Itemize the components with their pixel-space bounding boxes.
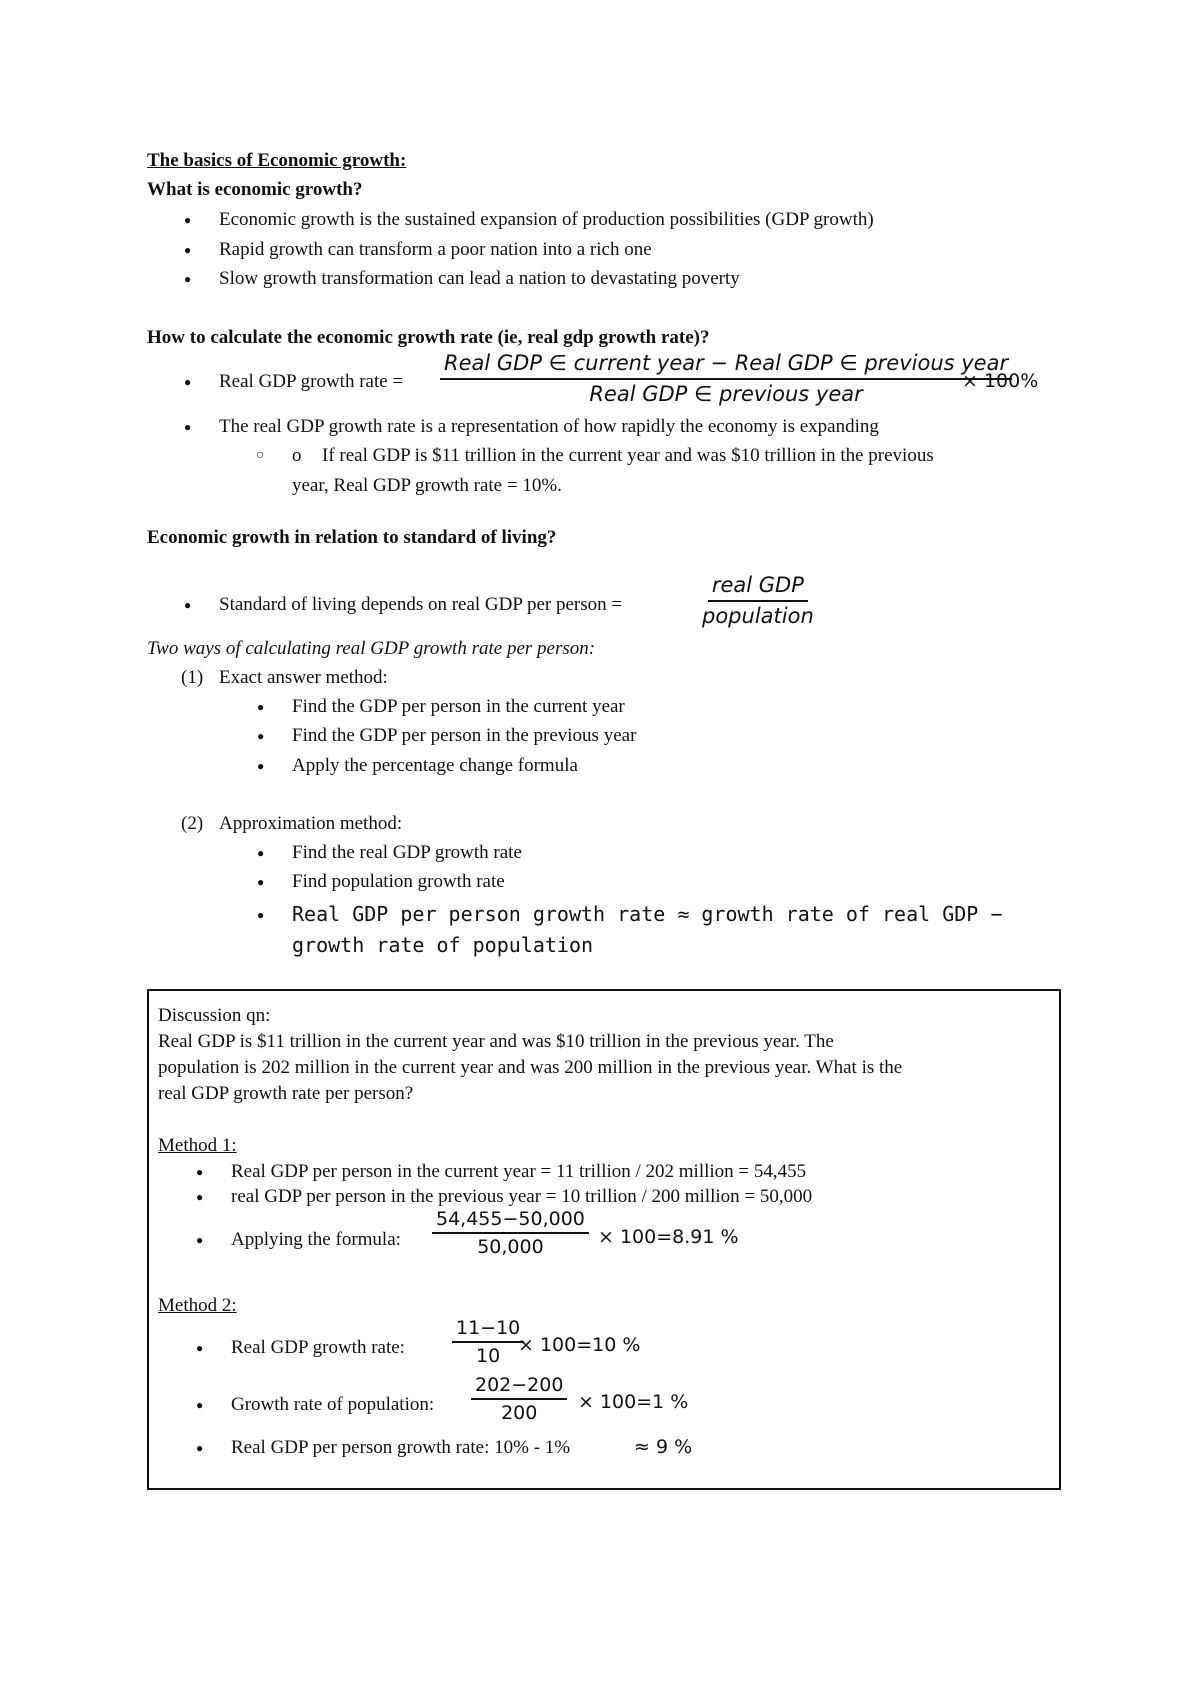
- formula-result: ≈ 9 %: [634, 1436, 693, 1458]
- circle-bullet-icon: ○: [256, 448, 265, 463]
- list-item: The real GDP growth rate is a representation of how rapidly the economy is expanding: [219, 416, 879, 437]
- formula-label: Real GDP growth rate:: [231, 1337, 405, 1358]
- bullet-icon: ●: [257, 729, 265, 743]
- list-item: Slow growth transformation can lead a nation to devastating poverty: [219, 268, 740, 289]
- fraction-denominator: Real GDP ∈ previous year: [589, 382, 863, 406]
- method-label: Approximation method:: [219, 813, 403, 834]
- approximation-line: growth rate of population: [292, 933, 594, 957]
- fraction-numerator: Real GDP ∈ current year − Real GDP ∈ previous year: [440, 350, 1012, 380]
- bullet-icon: ●: [196, 1190, 204, 1204]
- bullet-icon: ●: [184, 272, 192, 286]
- formula-label: Real GDP growth rate =: [219, 371, 404, 392]
- example-line: If real GDP is $11 trillion in the current year and was $10 trillion in the previous: [322, 445, 934, 466]
- fraction-denominator: 200: [501, 1402, 538, 1424]
- bullet-icon: ●: [184, 243, 192, 257]
- gdp-per-person-fraction: [698, 572, 818, 630]
- growth-rate-fraction: [440, 350, 1012, 408]
- section-heading-standard-of-living: Economic growth in relation to standard of living?: [147, 527, 557, 548]
- formula-label: Growth rate of population:: [231, 1394, 435, 1415]
- method-2-heading: Method 2:: [158, 1295, 237, 1316]
- formula-result: × 100=10 %: [518, 1334, 641, 1356]
- list-item: Standard of living depends on real GDP per person =: [219, 594, 623, 615]
- formula-multiplier: × 100%: [962, 370, 1039, 392]
- fraction-denominator: 10: [476, 1345, 501, 1367]
- bullet-icon: ●: [184, 213, 192, 227]
- bullet-icon: ●: [257, 700, 265, 714]
- fraction-denominator: 50,000: [477, 1236, 544, 1258]
- section-heading-what-is: What is economic growth?: [147, 179, 363, 200]
- discussion-label: Discussion qn:: [158, 1005, 271, 1026]
- bullet-icon: ●: [184, 598, 192, 612]
- fraction-denominator: population: [702, 604, 814, 628]
- gdp-growth-fraction: [452, 1316, 524, 1368]
- method-1-heading: Method 1:: [158, 1135, 237, 1156]
- bullet-icon: ●: [257, 846, 265, 860]
- methods-intro: Two ways of calculating real GDP growth rate per person:: [147, 638, 596, 659]
- example-line: year, Real GDP growth rate = 10%.: [292, 475, 562, 496]
- list-item: Find the real GDP growth rate: [292, 842, 522, 863]
- formula-label: Applying the formula:: [231, 1229, 401, 1250]
- question-line: population is 202 million in the current year and was 200 million in the previous year. What is the: [158, 1057, 903, 1078]
- fraction-numerator: 54,455−50,000: [432, 1207, 589, 1234]
- population-growth-fraction: [471, 1373, 567, 1425]
- sub-marker: o: [292, 445, 302, 466]
- method-1-fraction: [432, 1207, 589, 1259]
- bullet-icon: ●: [196, 1165, 204, 1179]
- question-line: Real GDP is $11 trillion in the current year and was $10 trillion in the previous year. The: [158, 1031, 834, 1052]
- fraction-numerator: 11−10: [452, 1316, 524, 1343]
- formula-result: × 100=1 %: [578, 1391, 689, 1413]
- bullet-icon: ●: [184, 420, 192, 434]
- bullet-icon: ●: [257, 875, 265, 889]
- bullet-icon: ●: [196, 1398, 204, 1412]
- question-line: real GDP growth rate per person?: [158, 1083, 414, 1104]
- list-item: Real GDP per person in the current year = 11 trillion / 202 million = 54,455: [231, 1161, 807, 1182]
- bullet-icon: ●: [257, 908, 265, 922]
- list-item: Apply the percentage change formula: [292, 755, 578, 776]
- bullet-icon: ●: [196, 1441, 204, 1455]
- formula-result: × 100=8.91 %: [598, 1226, 739, 1248]
- list-item: Rapid growth can transform a poor nation into a rich one: [219, 239, 652, 260]
- bullet-icon: ●: [196, 1341, 204, 1355]
- bullet-icon: ●: [196, 1233, 204, 1247]
- fraction-numerator: 202−200: [471, 1373, 567, 1400]
- method-number: (1): [181, 667, 204, 688]
- bullet-icon: ●: [184, 375, 192, 389]
- formula-label: Real GDP per person growth rate: 10% - 1%: [231, 1437, 571, 1458]
- list-item: Find the GDP per person in the current year: [292, 696, 625, 717]
- bullet-icon: ●: [257, 759, 265, 773]
- list-item: Find the GDP per person in the previous year: [292, 725, 637, 746]
- method-number: (2): [181, 813, 204, 834]
- list-item: Find population growth rate: [292, 871, 505, 892]
- list-item: real GDP per person in the previous year = 10 trillion / 200 million = 50,000: [231, 1186, 813, 1207]
- list-item: Economic growth is the sustained expansion of production possibilities (GDP growth): [219, 209, 874, 230]
- approximation-line: Real GDP per person growth rate ≈ growth rate of real GDP −: [292, 902, 1003, 926]
- fraction-numerator: real GDP: [708, 572, 808, 602]
- method-label: Exact answer method:: [219, 667, 388, 688]
- page-title: The basics of Economic growth:: [147, 150, 407, 171]
- section-heading-calculate: How to calculate the economic growth rate (ie, real gdp growth rate)?: [147, 327, 710, 348]
